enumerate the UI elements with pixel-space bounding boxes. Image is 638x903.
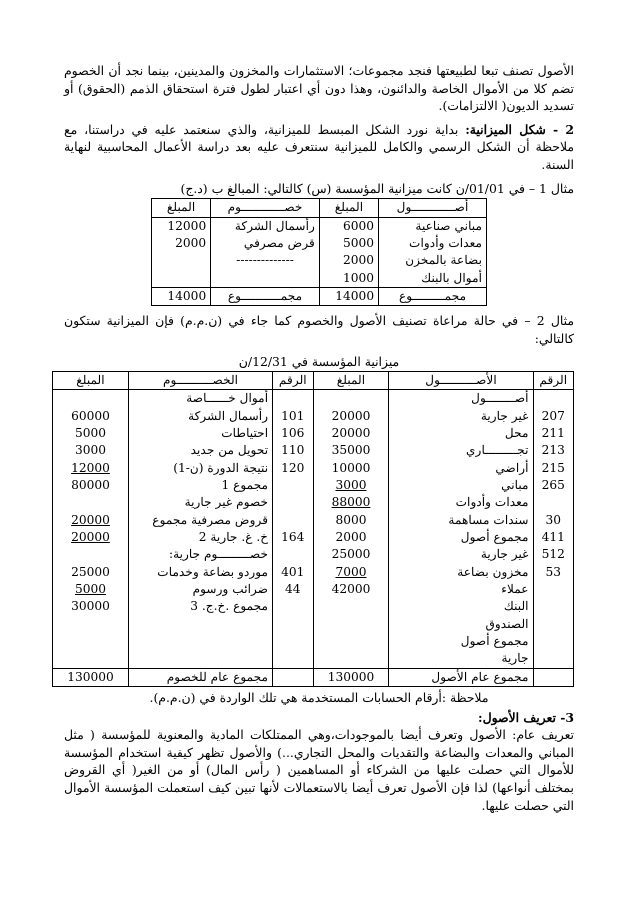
table-row	[53, 512, 574, 529]
example1-title: مثال 1 – في 01/01/ن كانت ميزانية المؤسسة (س) كالتالي: المبالغ ب (د.ج)	[180, 180, 574, 196]
asset-label: معدات وأدوات	[379, 235, 487, 252]
account-code: 53	[533, 564, 573, 581]
liability-label	[211, 270, 320, 288]
account-code	[533, 616, 573, 633]
asset-amount: 42000	[313, 581, 389, 598]
asset-label: محل	[389, 425, 533, 442]
example2-title: مثال 2 – في حالة مراعاة تصنيف الأصول والخصوم كما جاء في (ن.م.م) فإن الميزانية ستكون كالتالي:	[64, 313, 574, 346]
asset-label: أصــــــــول	[389, 390, 533, 408]
asset-label: عملاء	[389, 581, 533, 598]
example1-balance-table	[151, 198, 487, 306]
liability-amount: 30000	[53, 598, 129, 615]
asset-label: تجـــــــــاري	[389, 442, 533, 459]
liability-label: خصوم غير جارية	[128, 494, 272, 511]
asset-amount: 25000	[313, 546, 389, 563]
section2-heading: 2 - شكل الميزانية:	[465, 121, 574, 137]
liability-code: 106	[273, 425, 313, 442]
asset-total: 130000	[313, 668, 389, 686]
balance-body	[53, 390, 574, 668]
liability-amount: 3000	[53, 442, 129, 459]
liability-amount: 20000	[53, 512, 129, 529]
account-code	[533, 494, 573, 511]
asset-label: مخزون بضاعة	[389, 564, 533, 581]
table-row	[152, 270, 487, 288]
table-row	[53, 442, 574, 459]
table-row	[53, 425, 574, 442]
asset-label: غير جارية	[389, 408, 533, 425]
asset-amount	[313, 650, 389, 668]
table-row	[53, 616, 574, 633]
liability-label: --------------	[211, 252, 320, 269]
asset-label: مباني صناعية	[379, 217, 487, 235]
header-amount: المبلغ	[319, 199, 378, 217]
asset-amount: 20000	[313, 408, 389, 425]
liability-code: 401	[273, 564, 313, 581]
asset-amount: 3000	[313, 477, 389, 494]
liability-code: 164	[273, 529, 313, 546]
liability-label: تحويل من جديد	[128, 442, 272, 459]
liability-code: 44	[273, 581, 313, 598]
total-code	[533, 668, 573, 686]
liability-amount	[53, 650, 129, 668]
asset-label: غير جارية	[389, 546, 533, 563]
asset-total: 14000	[319, 287, 378, 305]
asset-label: مباني	[389, 477, 533, 494]
account-code	[533, 598, 573, 615]
asset-amount	[313, 390, 389, 408]
header-liabilities: الخصــــــــــوم	[128, 372, 272, 390]
section3-heading: 3- تعريف الأصول:	[478, 709, 574, 725]
asset-total-label: مجموع عام الأصول	[389, 668, 533, 686]
asset-label: جارية	[389, 650, 533, 668]
account-code	[533, 650, 573, 668]
table-row	[53, 546, 574, 563]
liability-code	[273, 598, 313, 615]
asset-label: أموال بالبنك	[379, 270, 487, 288]
liability-label: مجموع 1	[128, 477, 272, 494]
header-assets: الأصــــــــــول	[389, 372, 533, 390]
liability-amount	[53, 616, 129, 633]
liability-label: قرض مصرفي	[211, 235, 320, 252]
liability-amount	[53, 494, 129, 511]
table-row	[53, 408, 574, 425]
table-row	[53, 477, 574, 494]
section2-text: بداية نورد الشكل المبسط للميزانية، والذي سنعتمد عليه في دراستنا، مع ملاحظة أن الشكل الرسمي والكامل للميزانية سنتعرف عليه بعد دراسة الأعمال المحاسبية لنهاية السنة.	[64, 121, 574, 173]
liability-code: 110	[273, 442, 313, 459]
liability-total: 130000	[53, 668, 129, 686]
asset-label: مجموع أصول	[389, 633, 533, 650]
header-liabilities: خصــــــــــــوم	[211, 199, 320, 217]
table-row	[53, 460, 574, 477]
liability-amount: 2000	[152, 235, 211, 252]
asset-amount	[313, 633, 389, 650]
liability-label: نتيجة الدورة (ن-1)	[128, 460, 272, 477]
asset-amount: 6000	[319, 217, 378, 235]
liability-label: ضرائب ورسوم	[128, 581, 272, 598]
liability-total-label: مجموع عام للخصوم	[128, 668, 272, 686]
liability-label: رأسمال الشركة	[211, 217, 320, 235]
liability-amount: 60000	[53, 408, 129, 425]
liability-code	[273, 390, 313, 408]
liability-code	[273, 546, 313, 563]
table-row	[152, 217, 487, 235]
header-assets: أصــــــــــــول	[379, 199, 487, 217]
liability-code: 101	[273, 408, 313, 425]
liability-label: احتياطات	[128, 425, 272, 442]
liability-code	[273, 494, 313, 511]
account-code: 411	[533, 529, 573, 546]
liability-amount	[53, 390, 129, 408]
table-row	[53, 633, 574, 650]
liability-label: خ. غ. جارية 2	[128, 529, 272, 546]
table-row	[152, 235, 487, 252]
example2-balance-table	[52, 371, 574, 687]
asset-amount	[313, 598, 389, 615]
table-row	[53, 494, 574, 511]
liability-amount	[152, 252, 211, 269]
asset-total-label: مجمـــــــــوع	[379, 287, 487, 305]
asset-amount: 35000	[313, 442, 389, 459]
balance-caption: ميزانية المؤسسة في 12/31/ن	[238, 354, 400, 370]
liability-code	[273, 633, 313, 650]
header-amount-2: المبلغ	[53, 372, 129, 390]
liability-code: 120	[273, 460, 313, 477]
header-amount: المبلغ	[313, 372, 389, 390]
liability-label	[128, 616, 272, 633]
liability-label: رأسمال الشركة	[128, 408, 272, 425]
asset-label: معدات وأدوات	[389, 494, 533, 511]
header-code-2: الرقم	[273, 372, 313, 390]
liability-amount: 5000	[53, 425, 129, 442]
liability-amount: 5000	[53, 581, 129, 598]
account-code	[533, 390, 573, 408]
table-row	[53, 390, 574, 408]
liability-amount	[53, 546, 129, 563]
asset-label: البنك	[389, 598, 533, 615]
liability-code	[273, 650, 313, 668]
table-row	[53, 529, 574, 546]
asset-label: بضاعة بالمخزن	[379, 252, 487, 269]
asset-label: مجموع أصول	[389, 529, 533, 546]
asset-amount: 10000	[313, 460, 389, 477]
account-code	[533, 633, 573, 650]
asset-amount: 88000	[313, 494, 389, 511]
liability-amount: 12000	[152, 217, 211, 235]
account-code: 30	[533, 512, 573, 529]
table-row	[53, 650, 574, 668]
table-row	[53, 564, 574, 581]
section2-paragraph	[64, 121, 574, 174]
liability-label	[128, 633, 272, 650]
account-code: 215	[533, 460, 573, 477]
liability-code	[273, 616, 313, 633]
asset-amount: 8000	[313, 512, 389, 529]
table-row	[152, 252, 487, 269]
liability-label: أموال خــــــاصة	[128, 390, 272, 408]
account-code: 265	[533, 477, 573, 494]
asset-amount: 1000	[319, 270, 378, 288]
table-total-row	[53, 668, 574, 686]
total-code-2	[273, 668, 313, 686]
account-code: 512	[533, 546, 573, 563]
table-header-row	[152, 199, 487, 217]
liability-amount: 12000	[53, 460, 129, 477]
liability-label	[128, 650, 272, 668]
asset-amount: 5000	[319, 235, 378, 252]
liability-total-label: مجمـــــــــــوع	[211, 287, 320, 305]
asset-amount: 2000	[313, 529, 389, 546]
liability-amount	[152, 270, 211, 288]
liability-amount: 20000	[53, 529, 129, 546]
liability-code	[273, 477, 313, 494]
accounts-note: ملاحظة :أرقام الحسابات المستخدمة هي تلك الواردة في (ن.م.م).	[149, 689, 489, 705]
liability-label: خصـــــــــوم جارية:	[128, 546, 272, 563]
liability-total: 14000	[152, 287, 211, 305]
asset-label: سندات مساهمة	[389, 512, 533, 529]
asset-label: أراضي	[389, 460, 533, 477]
account-code: 211	[533, 425, 573, 442]
account-code: 207	[533, 408, 573, 425]
liability-amount: 25000	[53, 564, 129, 581]
liability-amount: 80000	[53, 477, 129, 494]
liability-amount	[53, 633, 129, 650]
asset-amount: 7000	[313, 564, 389, 581]
table-row	[53, 598, 574, 615]
header-amount-2: المبلغ	[152, 199, 211, 217]
liability-code	[273, 512, 313, 529]
asset-amount	[313, 616, 389, 633]
intro-paragraph: الأصول تصنف تبعا لطبيعتها فنجد مجموعات؛ الاستثمارات والمخزون والمدينين، بينما نجد أن الخصوم تضم كلا من الأموال الخاصة والدائنون، وهذا دون أي اعتبار لطول فترة استحقاق الذمم (الحقوق) أو تسديد الديون( الالتزامات).	[64, 63, 574, 114]
account-code	[533, 581, 573, 598]
header-code: الرقم	[533, 372, 573, 390]
liability-label: موردو بضاعة وخدمات	[128, 564, 272, 581]
table-row	[53, 581, 574, 598]
liability-label: مجموع .خ.ج. 3	[128, 598, 272, 615]
asset-amount: 20000	[313, 425, 389, 442]
table-header-row	[53, 372, 574, 390]
section3-paragraph: تعريف عام: الأصول وتعرف أيضا بالموجودات،وهي الممتلكات المادية والمعنوية للمؤسسة ( مثل المباني والمعدات والبضاعة والتقديات والمحل التجاري...) والأصول تظهر كيفية استخدام المؤسسة للأموال التي حصلت عليها من الشركاء أو المساهمين ( رأس المال) أو من الغير( أي القروض بمختلف أنواعها) لذا فإن الأصول تعرف أيضا بالاستعمالات لأنها تبين كيف استعملت المؤسسة الأموال التي حصلت عليها.	[64, 727, 574, 813]
asset-amount: 2000	[319, 252, 378, 269]
account-code: 213	[533, 442, 573, 459]
liability-label: قروض مصرفية مجموع	[128, 512, 272, 529]
table-total-row	[152, 287, 487, 305]
asset-label: الصندوق	[389, 616, 533, 633]
